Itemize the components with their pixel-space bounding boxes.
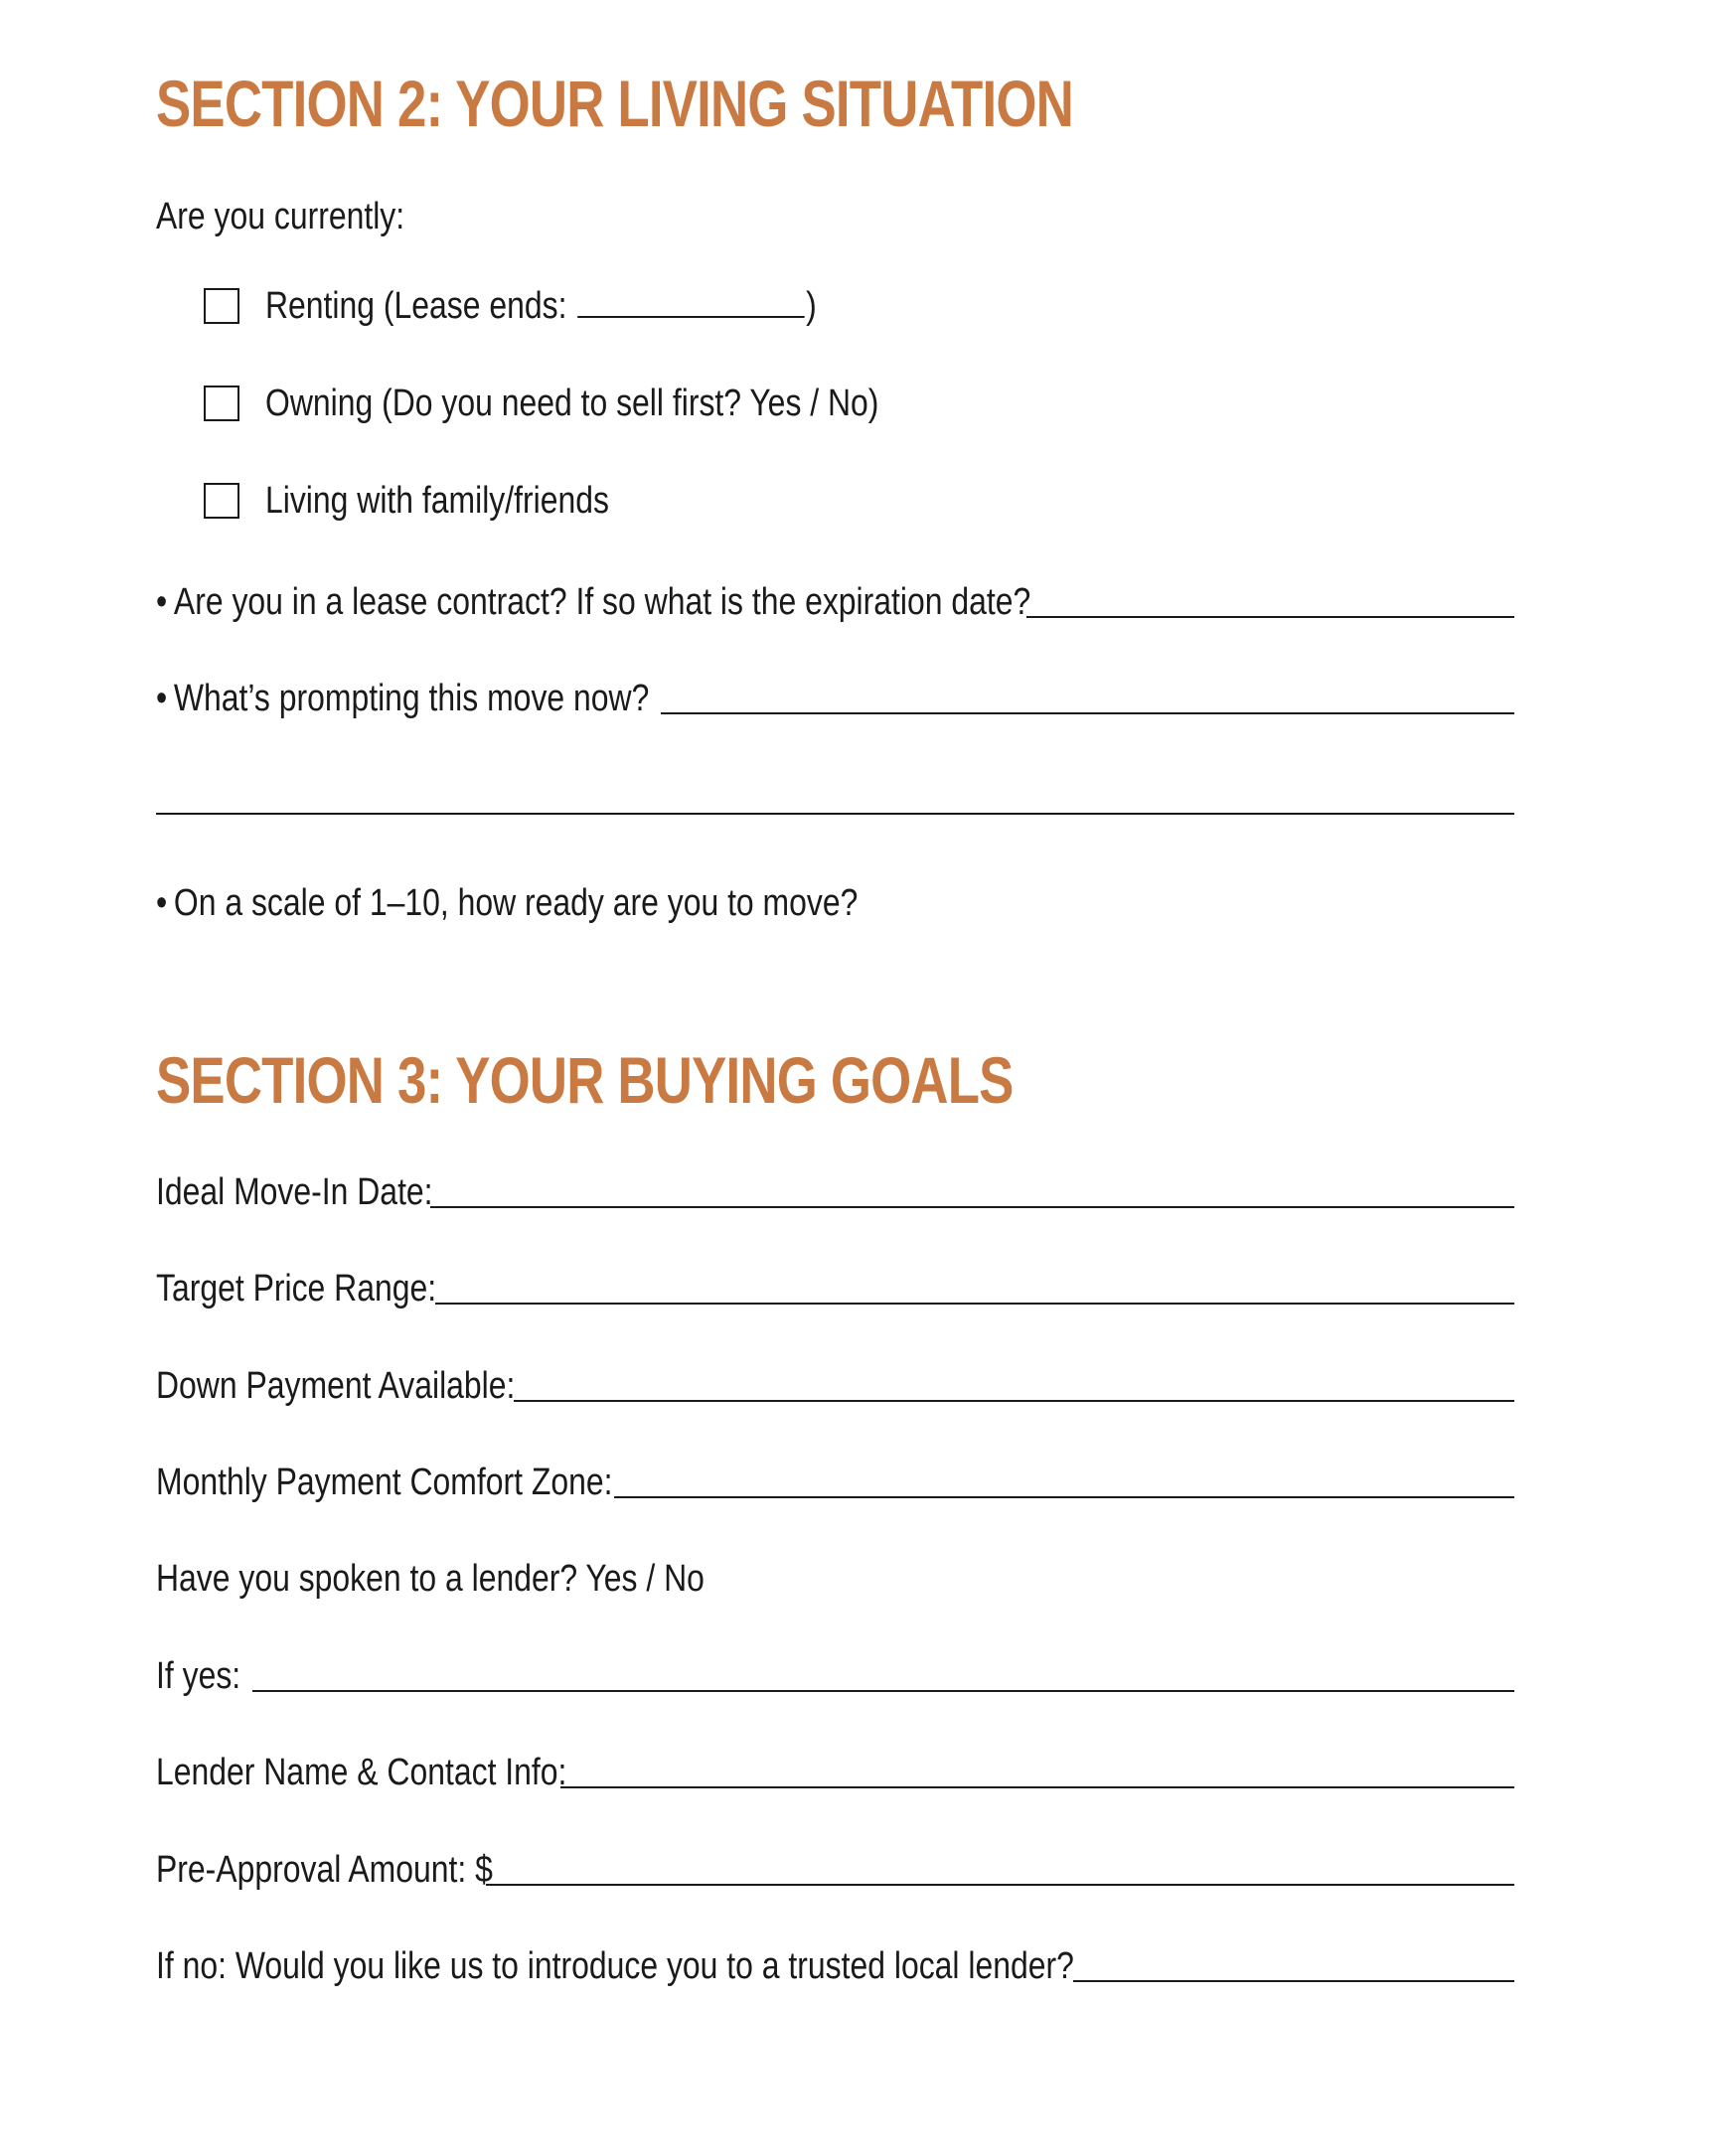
lender-info-label: Lender Name & Contact Info: [156, 1752, 567, 1793]
section-3-title: SECTION 3: YOUR BUYING GOALS [156, 1043, 1014, 1117]
down-payment-field[interactable] [514, 1400, 1514, 1402]
lender-question: Have you spoken to a lender? Yes / No [156, 1558, 705, 1600]
preapproval-row [156, 1832, 1514, 1892]
lender-question-row [156, 1541, 1514, 1601]
move-in-label-wrap [156, 1170, 433, 1214]
scale-question-row [156, 865, 1514, 925]
scale-question-text [156, 881, 858, 925]
price-range-field[interactable] [435, 1303, 1514, 1305]
option-owning [204, 374, 996, 433]
move-in-row [156, 1155, 1514, 1214]
if-yes-label-wrap [156, 1654, 246, 1698]
down-payment-row [156, 1348, 1514, 1408]
prompting-question-text [156, 677, 649, 720]
if-no-row [156, 1928, 1514, 1988]
price-range-row [156, 1251, 1514, 1310]
preapproval-label-wrap [156, 1848, 493, 1892]
lease-expiration-field[interactable] [1026, 616, 1514, 618]
preapproval-label: Pre-Approval Amount: $ [156, 1849, 493, 1891]
monthly-payment-field[interactable] [614, 1496, 1514, 1498]
monthly-payment-label-wrap [156, 1461, 613, 1504]
renting-label [265, 284, 817, 328]
currently-label: Are you currently: [156, 196, 405, 237]
lease-ends-field[interactable] [577, 316, 804, 318]
prompting-question-row [156, 661, 1514, 720]
family-checkbox[interactable] [204, 483, 239, 519]
currently-prompt [156, 179, 1514, 238]
preapproval-amount-field[interactable] [486, 1884, 1514, 1886]
prompting-field[interactable] [661, 712, 1514, 714]
lease-question-row [156, 564, 1514, 624]
monthly-payment-row [156, 1445, 1514, 1504]
family-label: Living with family/friends [265, 480, 609, 522]
option-family [204, 471, 675, 531]
prompting-question [156, 677, 655, 720]
lease-question-text [156, 580, 1030, 624]
lease-question [156, 580, 1031, 624]
price-range-label: Target Price Range: [156, 1268, 437, 1309]
owning-checkbox[interactable] [204, 385, 239, 421]
bullet: • [156, 581, 168, 623]
bullet: • [156, 678, 168, 719]
move-in-date-field[interactable] [430, 1206, 1514, 1208]
lender-info-label-wrap [156, 1751, 567, 1794]
if-no-label-wrap [156, 1944, 1074, 1988]
lender-info-field[interactable] [560, 1786, 1514, 1788]
prompting-field-continued[interactable] [156, 813, 1514, 815]
down-payment-label-wrap [156, 1364, 516, 1408]
move-in-label: Ideal Move-In Date: [156, 1171, 433, 1213]
prompting-question-label: What’s prompting this move now? [173, 678, 650, 719]
if-yes-row [156, 1638, 1514, 1698]
option-renting [204, 276, 921, 336]
down-payment-label: Down Payment Available: [156, 1365, 516, 1407]
lender-info-row [156, 1735, 1514, 1794]
if-no-label: If no: Would you like us to introduce you to a trusted local lender? [156, 1945, 1074, 1987]
renting-label-text: Renting (Lease ends: [265, 285, 576, 327]
if-yes-label: If yes: [156, 1655, 241, 1697]
lease-question-label: Are you in a lease contract? If so what is the expiration date? [173, 581, 1031, 623]
bullet: • [156, 882, 168, 924]
price-range-label-wrap [156, 1267, 437, 1310]
section-2-title: SECTION 2: YOUR LIVING SITUATION [156, 67, 1073, 140]
scale-question-label: On a scale of 1–10, how ready are you to move? [173, 882, 859, 924]
owning-label: Owning (Do you need to sell first? Yes / No) [265, 383, 879, 424]
intake-form-page [156, 0, 1514, 2156]
if-no-field[interactable] [1073, 1980, 1514, 1982]
renting-label-close: ) [806, 285, 817, 327]
if-yes-field[interactable] [252, 1690, 1514, 1692]
monthly-payment-label: Monthly Payment Comfort Zone: [156, 1462, 613, 1503]
renting-checkbox[interactable] [204, 288, 239, 324]
